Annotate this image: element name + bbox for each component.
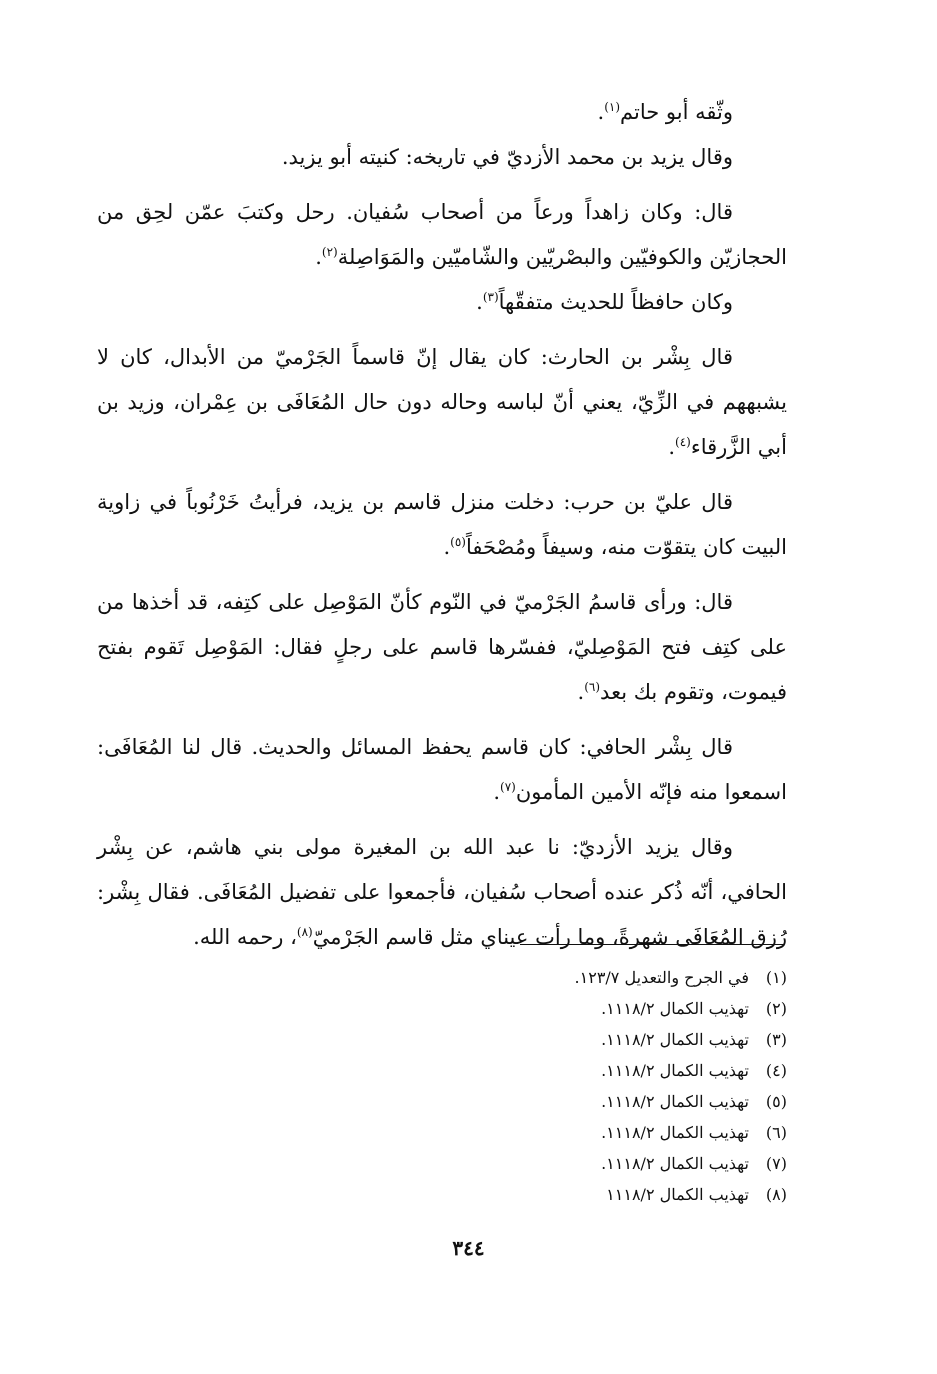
footnote-number: (٣) bbox=[765, 1030, 787, 1049]
footnote-text: تهذيب الكمال ١١١٨/٢. bbox=[601, 1030, 749, 1049]
paragraph-tail: ، رحمه الله. bbox=[193, 925, 297, 949]
paragraph bbox=[97, 480, 787, 570]
paragraph bbox=[97, 90, 787, 135]
footnote-text: في الجرح والتعديل ١٢٣/٧. bbox=[574, 968, 749, 987]
footnote-text: تهذيب الكمال ١١١٨/٢. bbox=[601, 1061, 749, 1080]
footnote-reference: (٦) bbox=[584, 680, 601, 694]
footnote-reference: (٤) bbox=[675, 435, 691, 449]
footnote-number: (٨) bbox=[765, 1185, 787, 1204]
paragraph-tail: . bbox=[493, 780, 501, 804]
footnote-item bbox=[387, 1148, 787, 1179]
paragraph-text: قال: وكان زاهداً ورعاً من أصحاب سُفيان. رحل وكتبَ عمّن لحِق من الحجازيّن والكوفيّين والبصْريّين والشّاميّين والمَوَاصِلة bbox=[97, 200, 787, 269]
footnote-number: (٥) bbox=[765, 1092, 787, 1111]
footnote-number: (٢) bbox=[765, 999, 787, 1018]
footnote-text: تهذيب الكمال ١١١٨/٢. bbox=[601, 1154, 749, 1173]
paragraph-tail: . bbox=[668, 435, 676, 459]
footnote-text: تهذيب الكمال ١١١٨/٢. bbox=[601, 1092, 749, 1111]
footnote-item bbox=[387, 1055, 787, 1086]
footnote-item bbox=[387, 962, 787, 993]
main-text bbox=[97, 90, 787, 960]
footnote-text: تهذيب الكمال ١١١٨/٢. bbox=[601, 999, 749, 1018]
paragraph-tail: . bbox=[443, 535, 451, 559]
paragraph-tail: . bbox=[315, 245, 322, 269]
paragraph-text: قال: ورأى قاسمُ الجَرْميّ في النّوم كأنّ المَوْصِل على كتِفه، قد أخذها من على كتِف فتح المَوْصِليّ، ففسّرها قاسم على رجلٍ فقال: المَوْصِل تَقوم بفتح فيموت، وتقوم بك بعد bbox=[97, 590, 787, 704]
footnote-item bbox=[387, 1024, 787, 1055]
paragraph bbox=[97, 280, 787, 325]
footnote-text: تهذيب الكمال ١١١٨/٢. bbox=[601, 1123, 749, 1142]
paragraph-tail: . bbox=[577, 680, 585, 704]
footnote-number: (٤) bbox=[765, 1061, 787, 1080]
paragraph bbox=[97, 135, 787, 180]
footnotes-list bbox=[387, 962, 787, 1210]
footnote-number: (٧) bbox=[765, 1154, 787, 1173]
paragraph bbox=[97, 335, 787, 470]
footnote-item bbox=[387, 1117, 787, 1148]
page-number: ٣٤٤ bbox=[452, 1236, 485, 1260]
footnote-reference: (٨) bbox=[296, 925, 313, 939]
footnote-number: (١) bbox=[765, 968, 787, 987]
footnote-reference: (٥) bbox=[450, 535, 466, 549]
footnote-number: (٦) bbox=[765, 1123, 787, 1142]
paragraph-text: وكان حافظاً للحديث متفقّهاً bbox=[498, 290, 733, 314]
footnote-item bbox=[387, 1086, 787, 1117]
paragraph bbox=[97, 190, 787, 280]
footnote-item bbox=[387, 993, 787, 1024]
paragraph bbox=[97, 580, 787, 715]
footnote-divider bbox=[520, 944, 784, 945]
footnote-text: تهذيب الكمال ١١١٨/٢ bbox=[606, 1185, 749, 1204]
paragraph-text: وقال يزيد الأزديّ: نا عبد الله بن المغيرة مولى بني هاشم، عن بِشْر الحافي، أنّه ذُكر عنده أصحاب سُفيان، فأجمعوا على تفضيل المُعَافَى. فقال بِشْر: رُزق المُعَافَى شهرةً، وما رأت عيناي مثل قاسم الجَرْميّ bbox=[97, 835, 787, 949]
paragraph-text: وثّقه أبو حاتم bbox=[620, 100, 733, 124]
paragraph-tail: . bbox=[476, 290, 483, 314]
paragraph-text: وقال يزيد بن محمد الأزديّ في تاريخه: كنيته أبو يزيد. bbox=[281, 145, 733, 169]
paragraph bbox=[97, 725, 787, 815]
paragraph bbox=[97, 825, 787, 960]
paragraph-text: قال بِشْر بن الحارث: كان يقال إنّ قاسماً الجَرْميّ من الأبدال، كان لا يشبههم في الزِّيّ، يعني أنّ لباسه وحاله دون حال المُعَافَى بن عِمْران، وزيد بن أبي الزَّرقاء bbox=[97, 345, 787, 459]
footnote-reference: (١) bbox=[604, 100, 621, 114]
footnote-reference: (٧) bbox=[500, 780, 516, 794]
paragraph-text: قال عليّ بن حرب: دخلت منزل قاسم بن يزيد، فرأيتُ خَرْنُوباً في زاوية البيت كان يتقوّت منه، وسيفاً ومُصْحَفاً bbox=[97, 490, 787, 559]
paragraph-tail: . bbox=[597, 100, 605, 124]
paragraph-text: قال بِشْر الحافي: كان قاسم يحفظ المسائل والحديث. قال لنا المُعَافَى: اسمعوا منه فإنّه الأمين المأمون bbox=[97, 735, 787, 804]
footnote-item bbox=[387, 1179, 787, 1210]
footnote-reference: (٢) bbox=[321, 245, 338, 259]
footnote-reference: (٣) bbox=[482, 290, 499, 304]
